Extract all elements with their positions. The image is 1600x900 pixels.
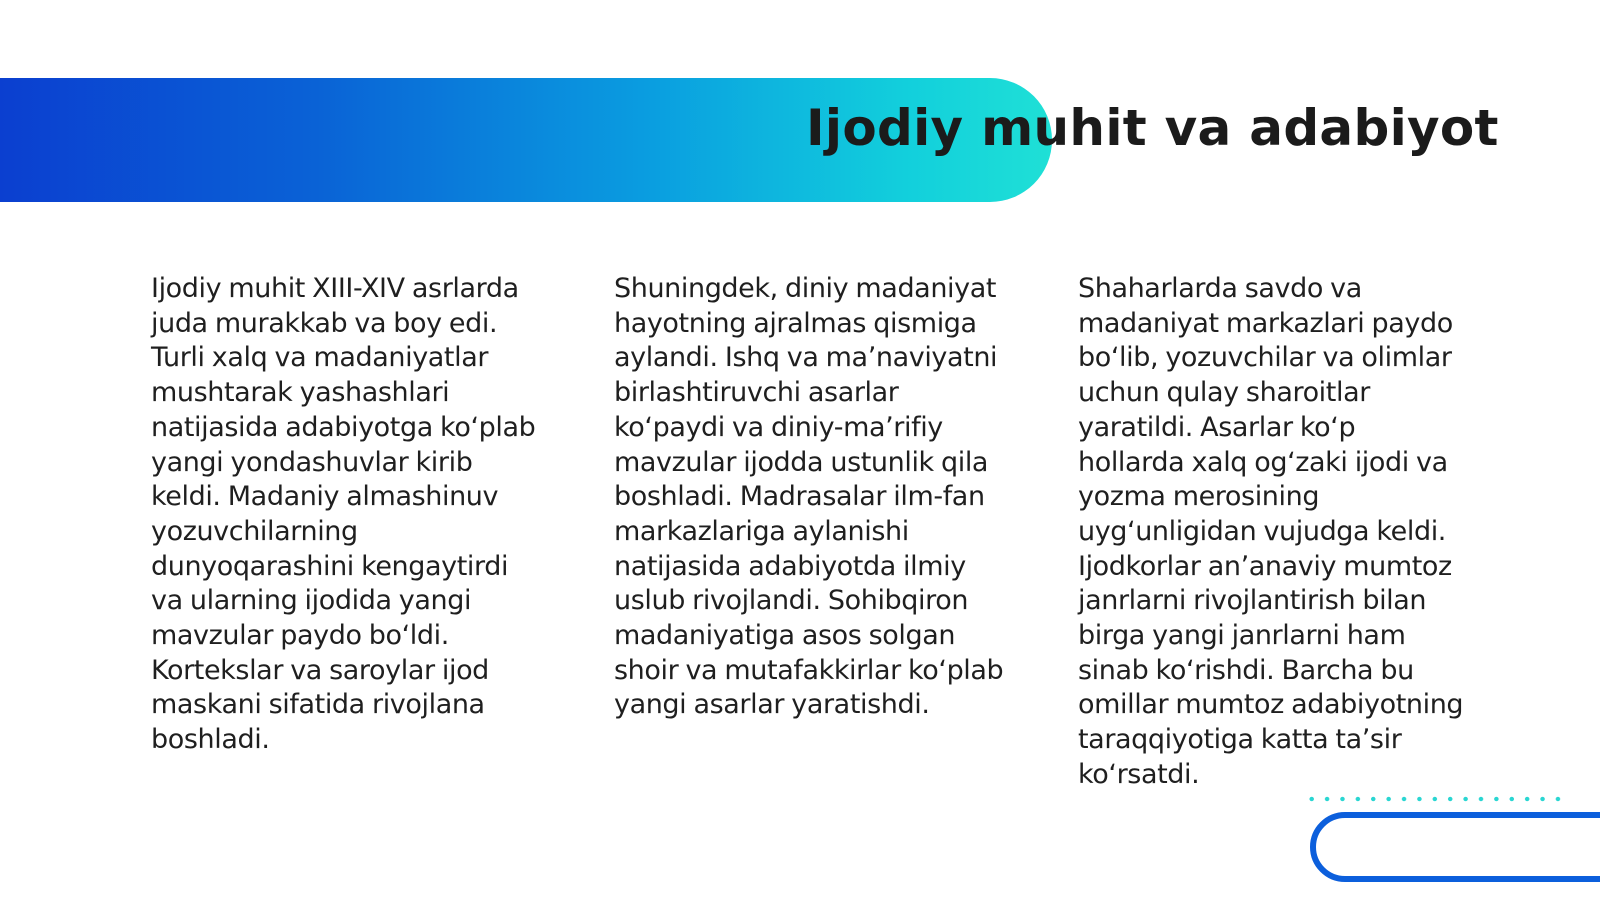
text-column-1: Ijodiy muhit XIII-XIV asrlarda juda murakkab va boy edi. Turli xalq va madaniyatlar mushtarak yashashlari natijasida adabiyotga koʻplab yangi yondashuvlar kirib keldi. Madaniy almashinuv yozuvchilarning dunyoqarashini kengaytirdi va ularning ijodida yangi mavzular paydo boʻldi. Kortekslar va saroylar ijod maskani sifatida rivojlana boshladi. — [151, 273, 536, 756]
decorative-dots — [1304, 796, 1568, 802]
text-column-3: Shaharlarda savdo va madaniyat markazlari paydo boʻlib, yozuvchilar va olimlar uchun qulay sharoitlar yaratildi. Asarlar koʻp hollarda xalq ogʻzaki ijodi va yozma merosining uygʻunligidan vujudga keldi. Ijodkorlar anʼanaviy mumtoz janrlarni rivojlantirish bilan birga yangi janrlarni ham sinab koʻrishdi. Barcha bu omillar mumtoz adabiyotning taraqqiyotiga katta taʼsir koʻrsatdi. — [1078, 273, 1464, 790]
decorative-pill-outline — [1310, 812, 1600, 882]
text-column-2: Shuningdek, diniy madaniyat hayotning ajralmas qismiga aylandi. Ishq va maʼnaviyatni birlashtiruvchi asarlar koʻpaydi va diniy-maʼrifiy mavzular ijodda ustunlik qila boshladi. Madrasalar ilm-fan markazlariga aylanishi natijasida adabiyotda ilmiy uslub rivojlandi. Sohibqiron madaniyatiga asos solgan shoir va mutafakkirlar koʻplab yangi asarlar yaratishdi. — [614, 273, 1004, 721]
slide-title: Ijodiy muhit va adabiyot — [806, 99, 1499, 157]
